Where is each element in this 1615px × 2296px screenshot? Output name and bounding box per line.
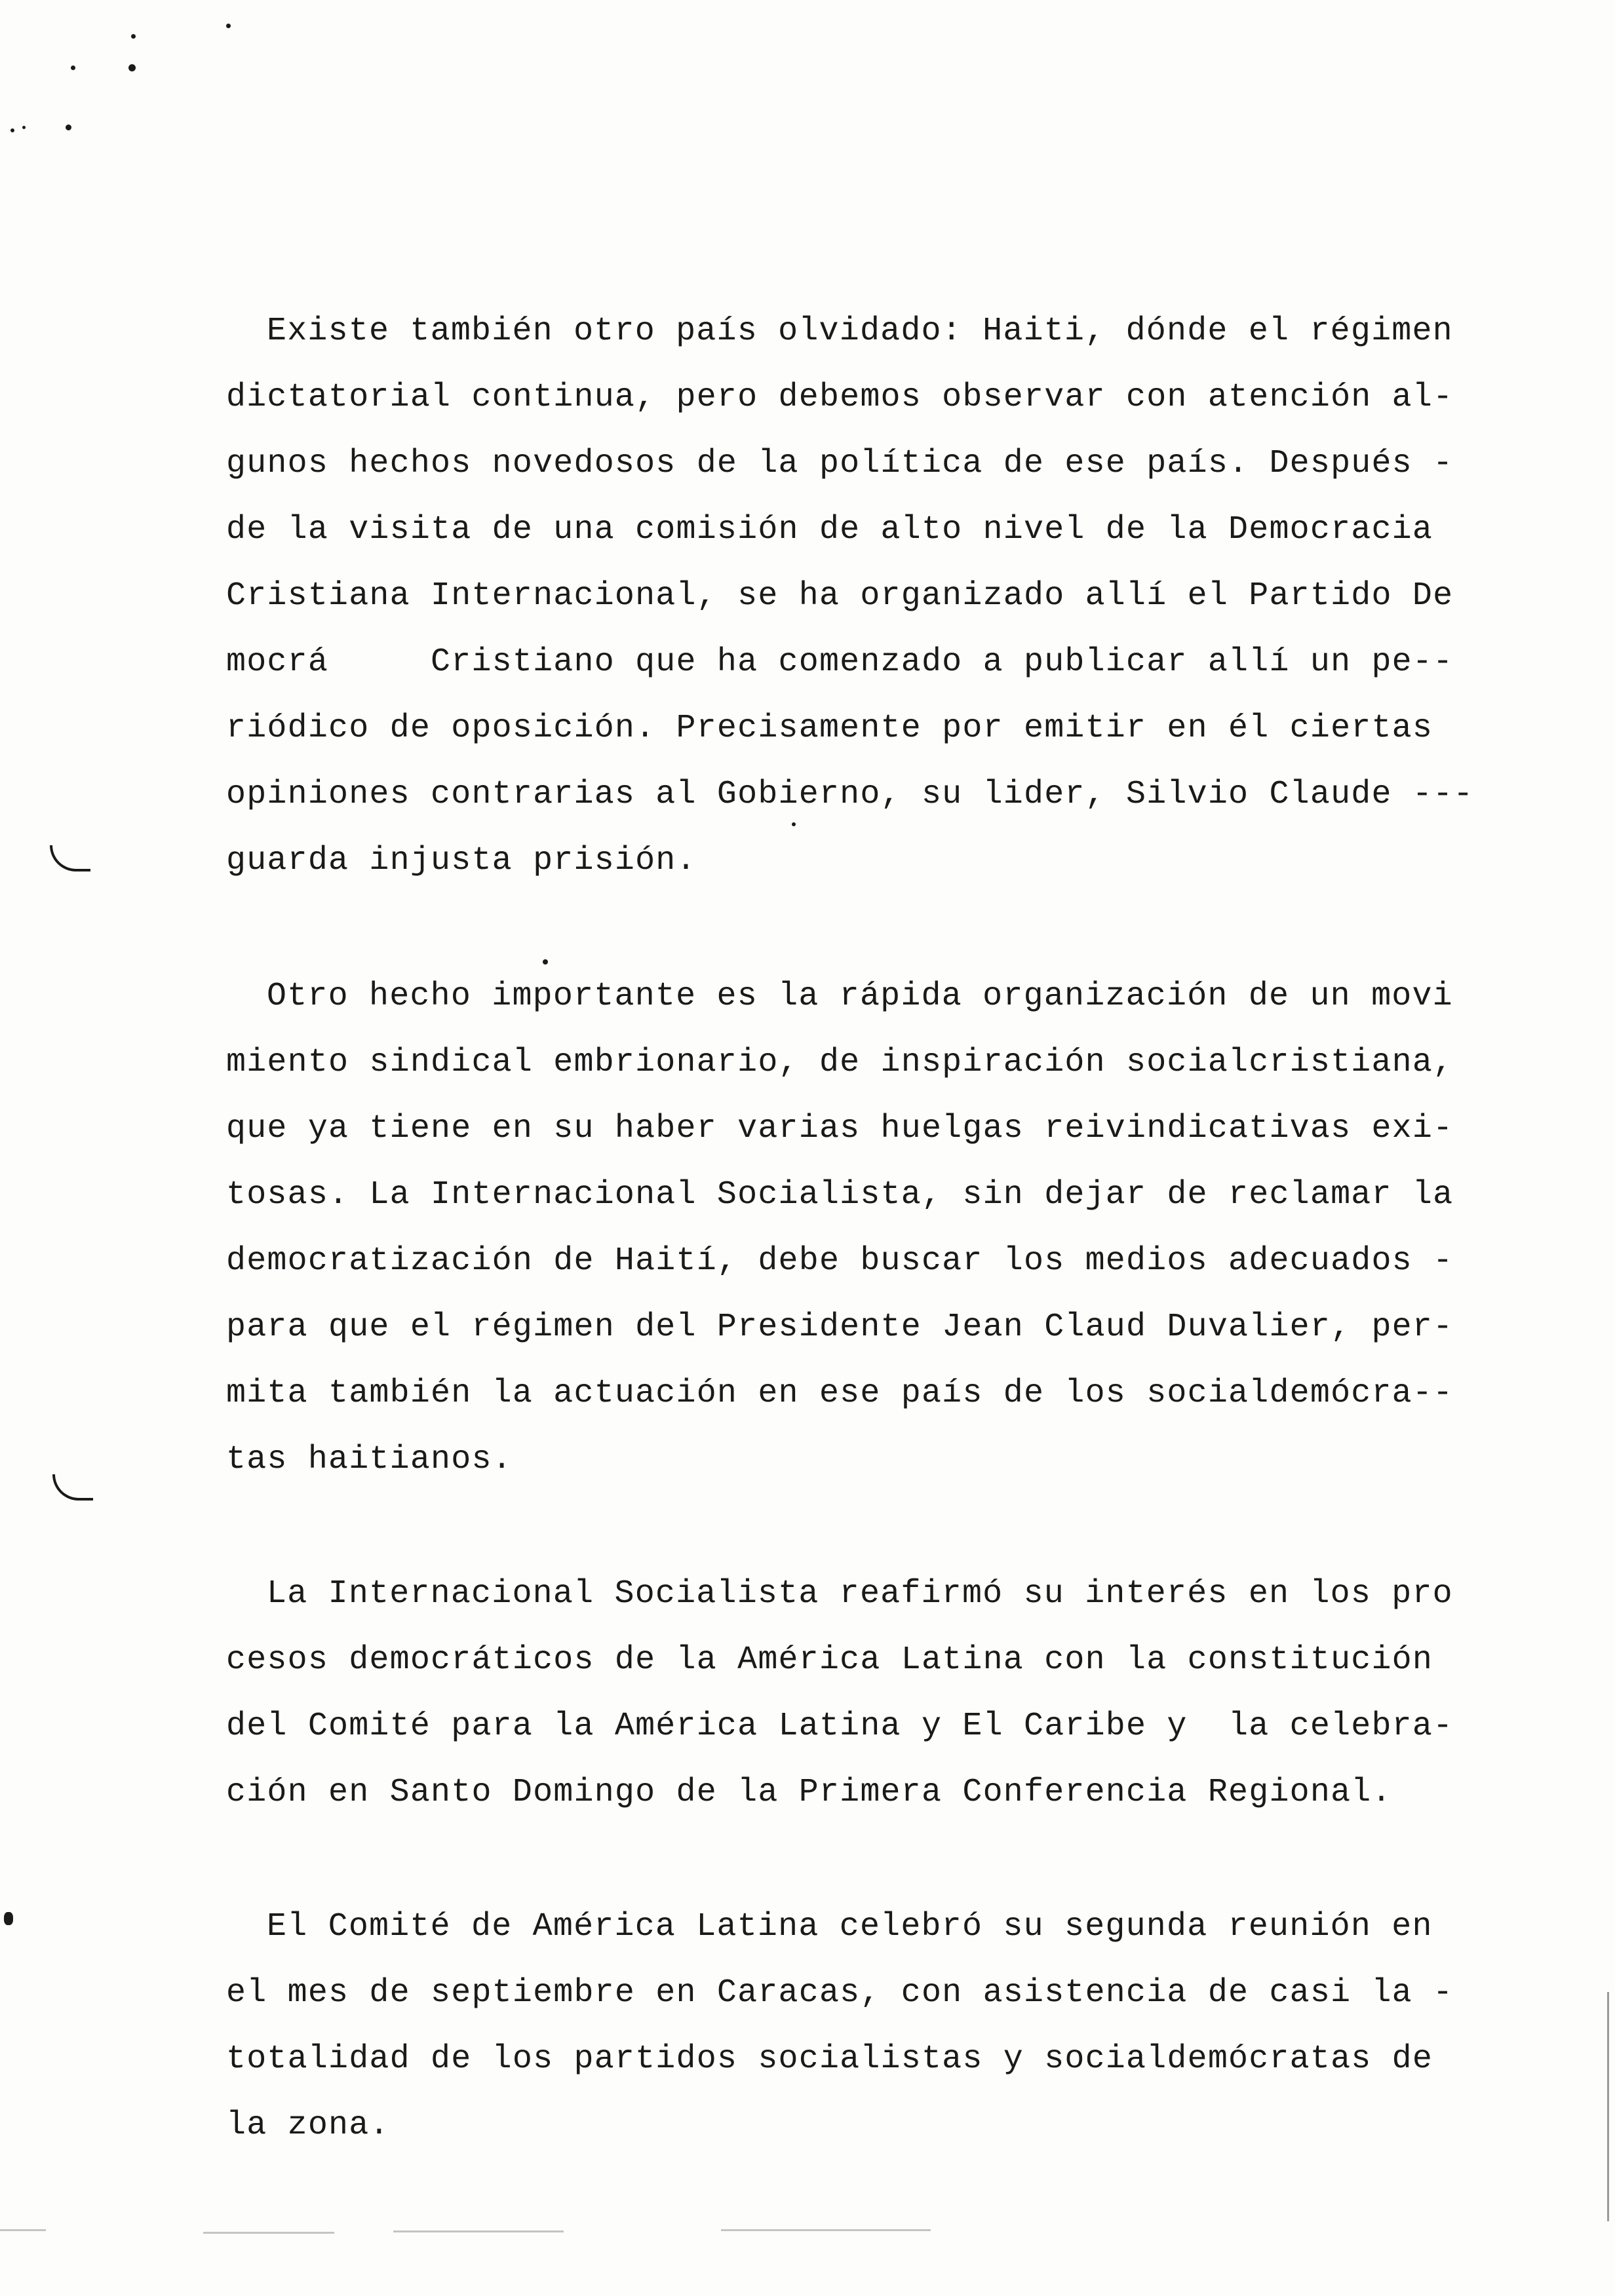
text-line: Otro hecho importante es la rápida organización de un movi <box>267 978 1453 1015</box>
text-line: para que el régimen del Presidente Jean Claud Duvalier, per- <box>226 1309 1454 1346</box>
text-line: Cristiana Internacional, se ha organizado allí el Partido De <box>226 577 1454 615</box>
text-line: la zona. <box>226 2107 390 2144</box>
scan-bottom-line <box>203 2232 334 2234</box>
text-line: dictatorial continua, pero debemos observar con atención al- <box>226 379 1454 416</box>
text-line: riódico de oposición. Precisamente por emitir en él ciertas <box>226 710 1433 747</box>
margin-curve-mark <box>52 1474 93 1501</box>
text-line: tas haitianos. <box>226 1441 513 1478</box>
text-line: tosas. La Internacional Socialista, sin dejar de reclamar la <box>226 1176 1454 1214</box>
scan-bottom-line <box>0 2229 46 2231</box>
scan-speck <box>71 66 75 70</box>
text-line: Existe también otro país olvidado: Haiti, dónde el régimen <box>267 313 1453 350</box>
scan-right-edge <box>1607 1992 1609 2221</box>
scan-speck <box>22 126 26 129</box>
text-line: que ya tiene en su haber varias huelgas reivindicativas exi- <box>226 1110 1454 1147</box>
text-line: mita también la actuación en ese país de los socialdemócra-- <box>226 1375 1454 1412</box>
text-line: cesos democráticos de la América Latina con la constitución <box>226 1641 1433 1679</box>
paragraph-haiti <box>226 298 1474 894</box>
text-line: opiniones contrarias al Gobierno, su lider, Silvio Claude --- <box>226 776 1474 813</box>
text-line: democratización de Haití, debe buscar los medios adecuados - <box>226 1242 1454 1280</box>
scan-speck <box>226 24 231 28</box>
text-line: miento sindical embrionario, de inspiración socialcristiana, <box>226 1044 1454 1081</box>
scan-speck <box>66 124 71 130</box>
margin-bracket-mark <box>4 1912 13 1925</box>
text-line: del Comité para la América Latina y El Caribe y la celebra- <box>226 1708 1454 1745</box>
margin-curve-mark <box>50 845 90 871</box>
scan-bottom-line <box>721 2229 931 2231</box>
paragraph-sindical <box>226 963 1454 1493</box>
scan-speck <box>131 34 136 39</box>
text-line: El Comité de América Latina celebró su segunda reunión en <box>267 1908 1433 1945</box>
text-line: el mes de septiembre en Caracas, con asistencia de casi la - <box>226 1974 1454 2012</box>
text-line: mocrá Cristiano que ha comenzado a publicar allí un pe-- <box>226 643 1454 681</box>
text-line: totalidad de los partidos socialistas y socialdemócratas de <box>226 2040 1433 2078</box>
text-line: guarda injusta prisión. <box>226 842 697 879</box>
paragraph-caracas <box>226 1894 1454 2158</box>
scan-speck <box>10 128 14 132</box>
text-line: de la visita de una comisión de alto nivel de la Democracia <box>226 511 1433 548</box>
scan-speck <box>128 64 136 71</box>
scan-bottom-line <box>393 2230 564 2232</box>
text-line: gunos hechos novedosos de la política de ese país. Después - <box>226 445 1454 482</box>
text-line: La Internacional Socialista reafirmó su interés en los pro <box>267 1575 1453 1613</box>
text-line: ción en Santo Domingo de la Primera Conferencia Regional. <box>226 1774 1392 1811</box>
paragraph-comite <box>226 1561 1454 1826</box>
